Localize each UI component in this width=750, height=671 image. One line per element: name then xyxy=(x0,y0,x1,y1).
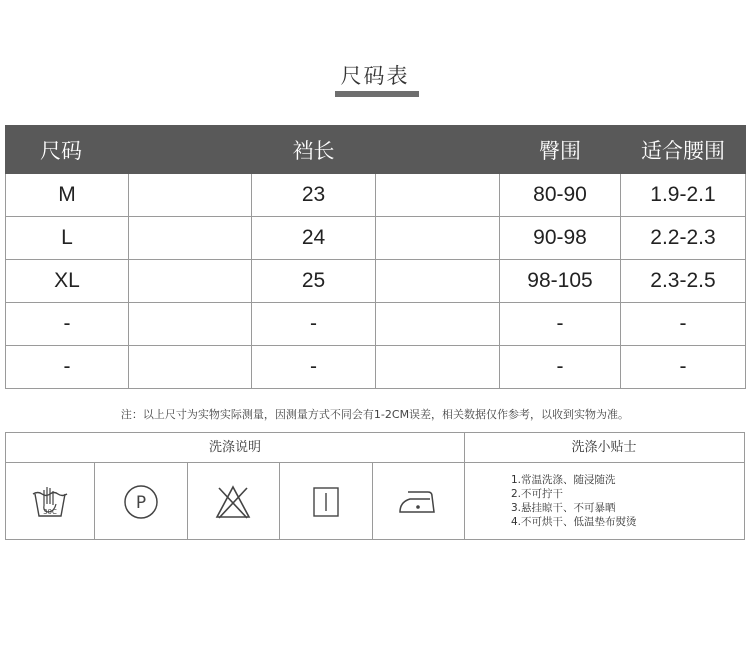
table-cell xyxy=(129,346,252,389)
measurement-note: 注：以上尺寸为实物实际测量，因测量方式不同会有1-2CM误差，相关数据仅作参考，以收到实物为准。 xyxy=(120,408,630,421)
hang-dry-icon xyxy=(279,463,372,540)
header-cell-size: 尺码 xyxy=(6,126,129,174)
wash-tips-header: 洗涤小贴士 xyxy=(464,433,744,463)
title-underline xyxy=(335,91,419,97)
table-cell: L xyxy=(6,217,129,260)
header-cell-blank xyxy=(376,126,500,174)
table-cell xyxy=(376,303,500,346)
wash-temperature-label: 30C xyxy=(43,507,57,516)
iron-low-icon xyxy=(372,463,464,540)
table-cell xyxy=(129,260,252,303)
table-cell: 2.3-2.5 xyxy=(621,260,746,303)
header-cell-blank xyxy=(129,126,252,174)
table-cell: 90-98 xyxy=(500,217,621,260)
table-cell xyxy=(376,260,500,303)
table-cell xyxy=(376,174,500,217)
wash-instructions-header: 洗涤说明 xyxy=(6,433,464,463)
page-title: 尺码表 xyxy=(340,64,410,88)
list-item: 4.不可烘干、低温垫布熨烫 xyxy=(511,516,637,528)
table-cell: - xyxy=(252,303,376,346)
table-cell: - xyxy=(6,346,129,389)
do-not-bleach-icon xyxy=(187,463,279,540)
table-cell xyxy=(129,303,252,346)
care-panel xyxy=(5,432,745,540)
table-cell: - xyxy=(252,346,376,389)
table-cell: XL xyxy=(6,260,129,303)
wash-tips-list xyxy=(511,473,637,529)
table-cell: 98-105 xyxy=(500,260,621,303)
divider xyxy=(464,433,465,540)
table-cell: - xyxy=(621,303,746,346)
table-cell: - xyxy=(500,346,621,389)
table-row xyxy=(6,346,746,389)
table-cell: 1.9-2.1 xyxy=(621,174,746,217)
size-table xyxy=(5,125,746,389)
table-cell: - xyxy=(6,303,129,346)
table-cell: 23 xyxy=(252,174,376,217)
list-item: 3.悬挂晾干、不可暴晒 xyxy=(511,502,616,514)
dry-clean-p-icon xyxy=(94,463,187,540)
table-row xyxy=(6,303,746,346)
table-row xyxy=(6,174,746,217)
header-cell-waist: 适合腰围 xyxy=(621,126,746,174)
table-row xyxy=(6,217,746,260)
header-cell-rise: 裆长 xyxy=(252,126,376,174)
table-cell xyxy=(376,217,500,260)
size-table-header-row xyxy=(6,126,746,174)
table-cell: 25 xyxy=(252,260,376,303)
table-cell xyxy=(376,346,500,389)
table-cell xyxy=(129,217,252,260)
hand-wash-icon xyxy=(6,463,94,540)
list-item: 1.常温洗涤、随浸随洗 xyxy=(511,474,616,486)
dry-clean-letter: P xyxy=(135,492,146,513)
table-cell: - xyxy=(621,346,746,389)
table-cell xyxy=(129,174,252,217)
table-row xyxy=(6,260,746,303)
table-cell: - xyxy=(500,303,621,346)
table-cell: 24 xyxy=(252,217,376,260)
header-cell-hip: 臀围 xyxy=(500,126,621,174)
table-cell: M xyxy=(6,174,129,217)
list-item: 2.不可拧干 xyxy=(511,488,564,500)
table-cell: 80-90 xyxy=(500,174,621,217)
table-cell: 2.2-2.3 xyxy=(621,217,746,260)
